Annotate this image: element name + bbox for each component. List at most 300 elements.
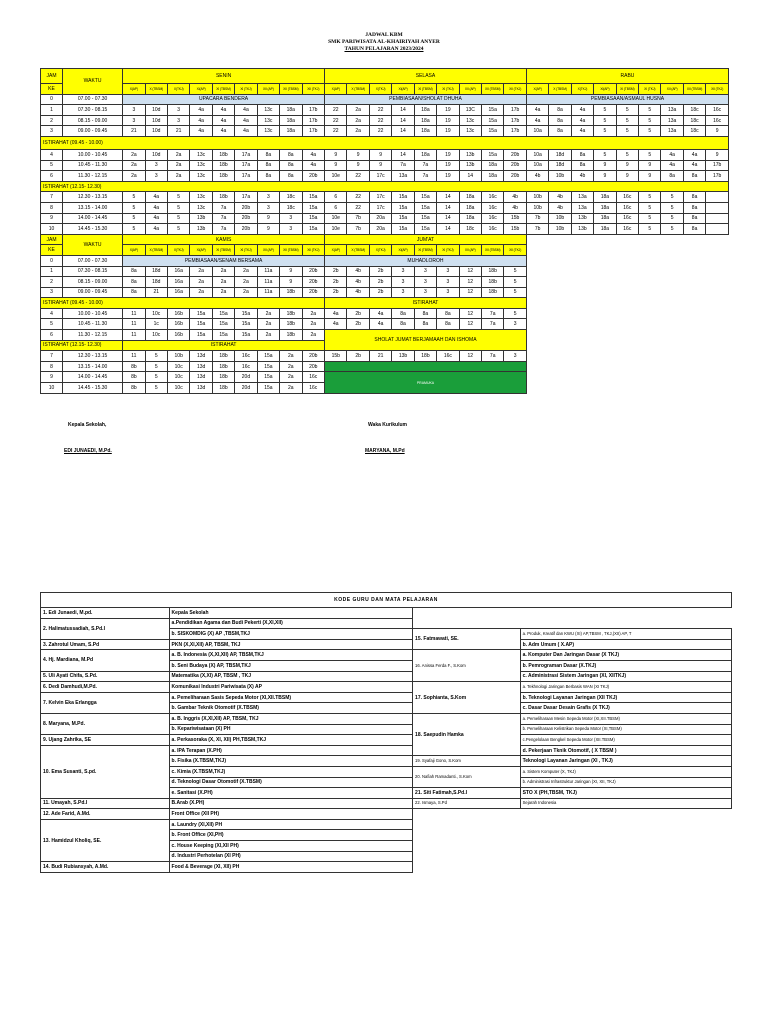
schedule-cell: 5 (616, 115, 638, 126)
schedule-row (41, 69, 729, 84)
schedule-cell: 3 (280, 213, 302, 224)
class-header: XI(AP) (594, 84, 616, 95)
schedule-cell: 16c (482, 224, 504, 235)
schedule-cell: 4b (504, 192, 527, 203)
schedule-cell: 13c (257, 115, 279, 126)
schedule-row (41, 213, 729, 224)
jam-ke: 10 (41, 224, 63, 235)
schedule-cell: 15a (235, 308, 257, 319)
schedule-cell: 18a (414, 115, 436, 126)
mapel-cell: a. Pemeliharaan Mesin Sepeda Motor (XI,XII.TBSM) (520, 713, 731, 724)
schedule-cell: 4a (212, 105, 234, 116)
schedule-cell: 13b (571, 213, 593, 224)
schedule-cell: 9 (706, 126, 729, 137)
day-header: SENIN (123, 69, 325, 84)
kode-row (41, 692, 732, 703)
day-header: RABU (526, 69, 728, 84)
schedule-cell: 15a (190, 308, 212, 319)
waktu: 10.00 - 10.45 (63, 149, 123, 160)
schedule-row (41, 171, 729, 182)
schedule-row (41, 84, 729, 95)
schedule-row (41, 234, 729, 245)
schedule-cell: 16b (167, 308, 189, 319)
waktu: 08.15 - 09.00 (63, 115, 123, 126)
mapel-cell: c. Administrasi Sistem Jaringan (XI, XIITKJ) (520, 671, 731, 682)
mapel-cell (520, 862, 731, 873)
schedule-cell: 15a (212, 319, 234, 330)
schedule-cell: 5 (616, 105, 638, 116)
schedule-cell: 4a (325, 319, 347, 330)
day-header: KAMIS (123, 234, 325, 245)
jam-ke: 7 (41, 192, 63, 203)
schedule-cell: 3 (437, 277, 459, 288)
sholat-jumat-cell: SHOLAT JUMAT BERJAMAAH DAN ISHOMA (325, 330, 527, 351)
break-row: ISTIRAHAT (12.15- 12.30) (41, 340, 123, 351)
schedule-cell: 18a (594, 224, 616, 235)
schedule-cell: 10a (526, 160, 548, 171)
schedule-row (41, 94, 729, 105)
schedule-cell: 9 (325, 149, 347, 160)
waktu: 08.15 - 09.00 (63, 277, 123, 288)
schedule-cell: 11 (123, 330, 145, 341)
mapel-cell: b. SISKOMDIG (X) AP ,TBSM,TKJ (169, 629, 413, 640)
schedule-cell: 18d (145, 277, 167, 288)
schedule-cell: 18a (280, 105, 302, 116)
schedule-cell: 22 (325, 126, 347, 137)
schedule-cell: 15a (257, 383, 279, 394)
schedule-cell: 15a (482, 149, 504, 160)
schedule-cell: 13c (257, 126, 279, 137)
waktu-header: WAKTU (63, 234, 123, 255)
schedule-cell: 18a (414, 149, 436, 160)
schedule-cell: 8a (280, 149, 302, 160)
schedule-cell: 7b (526, 224, 548, 235)
schedule-row (41, 181, 729, 192)
guru-name: 5. Uli Ayati Chifa, S.Pd. (41, 671, 170, 682)
schedule-cell: 8a (392, 319, 414, 330)
title-line-3: TAHUN PELAJARAN 2023/2024 (344, 46, 424, 52)
guru-name: 15. Fatmawati, SE. (413, 629, 521, 650)
jam-ke: 6 (41, 171, 63, 182)
mapel-cell: b. Kepariwisataan (X) PH (169, 724, 413, 735)
class-header: XII (AP) (459, 245, 481, 256)
schedule-cell: 5 (616, 149, 638, 160)
schedule-cell: 4a (190, 105, 212, 116)
class-header: XII (AP) (661, 84, 683, 95)
mapel-cell (413, 819, 521, 830)
title-line-2: SMK PARIWISATA AL-KHAIRIYAH ANYER (328, 39, 440, 45)
schedule-cell: 15a (414, 192, 436, 203)
schedule-cell: 16a (167, 266, 189, 277)
schedule-cell: 18b (280, 308, 302, 319)
guru-name: 4. Hj. Mardiana, M.Pd (41, 650, 170, 671)
schedule-cell: 21 (167, 126, 189, 137)
schedule-cell: 5 (639, 115, 661, 126)
schedule-cell: 15a (212, 330, 234, 341)
guru-name: 13. Hamidzul Kholiq, SE. (41, 819, 170, 861)
schedule-cell: 18b (212, 361, 234, 372)
schedule-cell: 10d (145, 115, 167, 126)
istirahat-cell: ISTIRAHAT (325, 298, 527, 309)
break-row: ISTIRAHAT (09.45 - 10.00) (41, 298, 325, 309)
schedule-cell: 12 (459, 351, 481, 362)
schedule-cell: 17a (235, 160, 257, 171)
schedule-cell: 20b (302, 351, 325, 362)
schedule-cell: 18b (212, 171, 234, 182)
activity-cell: PEMBIASAAN/ASMAUL HUSNA (526, 94, 728, 105)
schedule-cell: 5 (639, 202, 661, 213)
schedule-cell: 15a (235, 330, 257, 341)
mapel-cell: c.Pengelolaan Bengkel Sepeda Motor (XII.TBSM) (520, 735, 731, 746)
schedule-cell: 5 (594, 149, 616, 160)
mapel-cell: Kepala Sekolah (169, 608, 413, 619)
mapel-cell: a. B. Indonesia (X,XI,XII) AP, TBSM,TKJ (169, 650, 413, 661)
schedule-cell: 13c (190, 160, 212, 171)
schedule-cell: 5 (167, 202, 189, 213)
schedule-cell: 8a (123, 277, 145, 288)
schedule-cell: 19 (437, 160, 459, 171)
class-header: XI (TBSM) (616, 84, 638, 95)
mapel-cell (413, 851, 521, 862)
schedule-cell: 8a (683, 224, 705, 235)
schedule-cell: 4a (145, 213, 167, 224)
schedule-row (41, 160, 729, 171)
schedule-cell: 8b (123, 383, 145, 394)
schedule-cell: 4a (683, 149, 705, 160)
schedule-cell: 13c (459, 126, 481, 137)
kode-row (41, 735, 732, 746)
schedule-cell: 5 (639, 192, 661, 203)
schedule-cell: 15a (302, 224, 325, 235)
schedule-cell: 16c (235, 351, 257, 362)
class-header: XII (TBSM) (683, 84, 705, 95)
schedule-cell: 4b (526, 171, 548, 182)
class-header: XII (TKJ) (302, 84, 325, 95)
schedule-cell: 2b (369, 287, 391, 298)
schedule-cell: 9 (257, 213, 279, 224)
class-header: XII (AP) (257, 84, 279, 95)
schedule-cell: 20b (235, 224, 257, 235)
schedule-cell: 4a (571, 115, 593, 126)
schedule-cell: 15a (190, 330, 212, 341)
schedule-cell: 19 (437, 105, 459, 116)
schedule-cell: 2a (257, 319, 279, 330)
schedule-cell: 19 (437, 149, 459, 160)
schedule-cell: 20d (235, 383, 257, 394)
jam-ke: 7 (41, 351, 63, 362)
schedule-cell: 15b (325, 351, 347, 362)
schedule-cell: 13a (661, 115, 683, 126)
mapel-cell (520, 819, 731, 830)
schedule-cell: 13d (190, 383, 212, 394)
schedule-cell: 15a (414, 213, 436, 224)
schedule-cell: 4a (190, 115, 212, 126)
waktu: 12.30 - 13.15 (63, 351, 123, 362)
title-line-1: JADWAL KBM (365, 32, 403, 38)
schedule-cell: 15a (257, 351, 279, 362)
schedule-cell: 20b (302, 287, 325, 298)
kode-row (41, 713, 732, 724)
guru-name: 14. Budi Rubiansyah, A.Md. (41, 862, 170, 873)
schedule-cell: 22 (325, 105, 347, 116)
mapel-cell: b. Gambar Teknik Otomotif (X.TBSM) (169, 703, 413, 714)
pramuka-cell: PRAMUKA (325, 372, 527, 393)
schedule-cell: 14 (437, 213, 459, 224)
class-header: X (TBSM) (145, 84, 167, 95)
kode-guru-table (40, 592, 732, 873)
kode-row (41, 862, 732, 873)
schedule-cell: 18a (414, 126, 436, 137)
guru-name: 18. Saepudin Hamka (413, 713, 521, 755)
schedule-cell: 18d (549, 149, 571, 160)
schedule-cell: 13d (190, 361, 212, 372)
schedule-cell: 2b (325, 287, 347, 298)
schedule-cell: 16c (482, 192, 504, 203)
schedule-cell: 4a (325, 308, 347, 319)
schedule-cell: 11 (123, 351, 145, 362)
schedule-cell: 8a (683, 202, 705, 213)
schedule-cell: 18b (482, 277, 504, 288)
schedule-row (41, 115, 729, 126)
mapel-cell: a. Tekhnologi Jaringan Berbasis WAN (XI TKJ) (520, 682, 731, 693)
schedule-cell: 10c (145, 330, 167, 341)
jam-ke: 2 (41, 277, 63, 288)
schedule-cell: 18b (212, 192, 234, 203)
schedule-cell: 10d (145, 105, 167, 116)
class-header: XI (TBSM) (212, 84, 234, 95)
kepsek-title: Kepala Sekolah, (68, 422, 107, 428)
schedule-cell: 12 (459, 308, 481, 319)
schedule-cell: 3 (437, 266, 459, 277)
class-header: XI (TKJ) (437, 84, 459, 95)
schedule-cell: 15a (302, 192, 325, 203)
schedule-cell: 4b (504, 202, 527, 213)
schedule-cell: 15a (235, 319, 257, 330)
schedule-cell: 4a (571, 105, 593, 116)
mapel-cell (413, 809, 521, 820)
schedule-cell: 4a (212, 115, 234, 126)
schedule-cell: 5 (123, 202, 145, 213)
schedule-cell: 2a (280, 361, 302, 372)
schedule-cell (706, 224, 729, 235)
schedule-cell: 16c (616, 224, 638, 235)
schedule-cell: 7a (212, 213, 234, 224)
class-header: XI(AP) (392, 245, 414, 256)
schedule-cell: 16c (437, 351, 459, 362)
schedule-cell: 18a (594, 202, 616, 213)
guru-name: 8. Maryana, M.Pd. (41, 713, 170, 734)
schedule-cell: 10a (526, 149, 548, 160)
schedule-cell: 5 (594, 105, 616, 116)
schedule-cell: 3 (167, 105, 189, 116)
class-header: X(TKJ) (167, 84, 189, 95)
mapel-cell: STO X (PH,TBSM, TKJ) (520, 788, 731, 799)
mapel-cell: b. Seni Budaya (X) AP, TBSM,TKJ (169, 660, 413, 671)
guru-name: 17. Sophianta, S.Kom (413, 682, 521, 714)
schedule-cell: 4a (661, 149, 683, 160)
schedule-cell: 8a (280, 160, 302, 171)
class-header: X(TKJ) (369, 84, 391, 95)
schedule-cell: 8a (683, 213, 705, 224)
schedule-cell (706, 202, 729, 213)
schedule-cell: 3 (504, 351, 527, 362)
schedule-cell: 5 (145, 383, 167, 394)
schedule-cell: 5 (661, 213, 683, 224)
mapel-cell: b. Fisika (X.TBSM,TKJ) (169, 756, 413, 767)
mapel-cell (413, 608, 732, 629)
schedule-cell: 10c (145, 308, 167, 319)
schedule-cell: 3 (392, 287, 414, 298)
waktu: 12.30 - 13.15 (63, 192, 123, 203)
schedule-cell: 5 (594, 115, 616, 126)
schedule-cell: 13d (190, 372, 212, 383)
schedule-cell: 4a (571, 126, 593, 137)
day-header: JUM'AT (325, 234, 527, 245)
schedule-cell: 3 (437, 287, 459, 298)
schedule-cell: 5 (504, 287, 527, 298)
schedule-cell: 14 (437, 202, 459, 213)
schedule-cell: 8a (257, 160, 279, 171)
jam-ke: 10 (41, 383, 63, 394)
schedule-cell: 13a (661, 126, 683, 137)
schedule-cell: 7a (212, 202, 234, 213)
mapel-cell: a. IPA Terapan (X.PH) (169, 745, 413, 756)
schedule-cell: 18c (280, 192, 302, 203)
mapel-cell: PKN (X,XI,XII) AP, TBSM, TKJ (169, 639, 413, 650)
class-header: X(TKJ) (571, 84, 593, 95)
class-header: XII (AP) (459, 84, 481, 95)
kode-row (41, 639, 732, 650)
schedule-cell: 20b (235, 202, 257, 213)
class-header: XI (TKJ) (437, 245, 459, 256)
waktu: 10.45 - 11.30 (63, 160, 123, 171)
schedule-cell: 2a (347, 115, 369, 126)
schedule-cell: 16c (616, 213, 638, 224)
schedule-cell: 7a (392, 160, 414, 171)
class-header: XII (TBSM) (280, 245, 302, 256)
schedule-cell: 18b (212, 383, 234, 394)
schedule-cell: 12 (459, 277, 481, 288)
class-header: X(TKJ) (369, 245, 391, 256)
schedule-cell: 9 (325, 160, 347, 171)
schedule-cell: 3 (280, 224, 302, 235)
schedule-cell: 3 (257, 202, 279, 213)
jam-header: JAM (41, 69, 63, 84)
schedule-cell: 18a (280, 115, 302, 126)
schedule-cell: 13c (190, 202, 212, 213)
schedule-cell: 5 (145, 351, 167, 362)
waka-title: Waka Kurikulum (368, 422, 407, 428)
waktu: 14.45 - 15.30 (63, 383, 123, 394)
schedule-cell: 20a (369, 213, 391, 224)
schedule-cell: 11 (123, 308, 145, 319)
schedule-cell: 18a (482, 160, 504, 171)
schedule-row (41, 192, 729, 203)
schedule-cell: 7a (212, 224, 234, 235)
schedule-cell: 5 (661, 202, 683, 213)
schedule-cell: 17b (302, 115, 325, 126)
jam-ke: 2 (41, 115, 63, 126)
mapel-cell: a.Pendidikan Agama dan Budi Pekerti (X,XI,XII) (169, 618, 413, 629)
schedule-cell: 13c (190, 192, 212, 203)
class-header: X (TBSM) (347, 84, 369, 95)
schedule-cell: 22 (325, 115, 347, 126)
class-header: XI (TBSM) (414, 245, 436, 256)
schedule-cell: 15a (302, 213, 325, 224)
schedule-cell: 5 (504, 308, 527, 319)
kode-row (41, 682, 732, 693)
schedule-cell: 3 (414, 266, 436, 277)
mapel-cell: a. Produk, Kreatif dan KWU (XI) AP,TBSM , TKJ,(XII) AP, T (520, 629, 731, 640)
schedule-cell: 4a (145, 202, 167, 213)
mapel-cell: d. Industri Perhotelan (XI PH) (169, 851, 413, 862)
schedule-cell: 15a (482, 105, 504, 116)
schedule-cell: 9 (369, 160, 391, 171)
schedule-cell: 10d (145, 126, 167, 137)
schedule-cell: 9 (347, 149, 369, 160)
schedule-cell: 10b (549, 213, 571, 224)
schedule-cell: 10c (167, 372, 189, 383)
schedule-cell: 17b (504, 115, 527, 126)
schedule-cell: 17a (235, 149, 257, 160)
schedule-cell: 16c (706, 105, 729, 116)
mapel-cell: a. Perkasoraka (X, XI, XII) PH,TBSM,TKJ (169, 735, 413, 746)
schedule-cell: 15a (414, 224, 436, 235)
schedule-cell: 12 (459, 287, 481, 298)
schedule-cell: 9 (616, 171, 638, 182)
class-header: XI (TBSM) (212, 245, 234, 256)
schedule-cell: 10b (549, 224, 571, 235)
schedule-cell: 5 (167, 192, 189, 203)
schedule-cell: 22 (369, 126, 391, 137)
kode-row (41, 819, 732, 830)
schedule-cell: 18c (683, 105, 705, 116)
waktu: 09.00 - 09.45 (63, 126, 123, 137)
kode-row (41, 608, 732, 619)
schedule-cell: 14 (437, 224, 459, 235)
mapel-cell: c. Kimia (X.TBSM,TKJ) (169, 766, 413, 777)
schedule-cell: 2a (302, 330, 325, 341)
schedule-cell: 8a (437, 308, 459, 319)
schedule-cell: 5 (639, 105, 661, 116)
schedule-cell: 9 (280, 266, 302, 277)
schedule-cell: 10b (526, 202, 548, 213)
class-header: X(AP) (123, 245, 145, 256)
jam-ke: 3 (41, 126, 63, 137)
schedule-cell: 3 (414, 277, 436, 288)
schedule-cell: 22 (369, 105, 391, 116)
schedule-cell: 16c (616, 192, 638, 203)
mapel-cell: Teknologi Layanan Jaringan (XI , TKJ) (520, 756, 731, 767)
schedule-cell: 18b (280, 319, 302, 330)
schedule-cell: 18a (594, 213, 616, 224)
mapel-cell (413, 830, 521, 841)
guru-name: 19. Syafaji Gono, S.Kom (413, 756, 521, 767)
jam-ke: 0 (41, 94, 63, 105)
schedule-cell: 20a (369, 224, 391, 235)
schedule-cell: 16a (167, 277, 189, 288)
schedule-cell: 13b (571, 224, 593, 235)
mapel-cell (520, 841, 731, 852)
schedule-cell: 13b (459, 149, 481, 160)
schedule-cell: 2a (167, 171, 189, 182)
schedule-cell: 9 (706, 149, 729, 160)
class-header: XII (TBSM) (280, 84, 302, 95)
class-header: XII (TKJ) (706, 84, 729, 95)
schedule-cell: 6 (325, 202, 347, 213)
mapel-cell: b. Administrasi Infrastruktur Jaringan (XI, XII, TKJ) (520, 777, 731, 788)
schedule-cell: 3 (123, 105, 145, 116)
